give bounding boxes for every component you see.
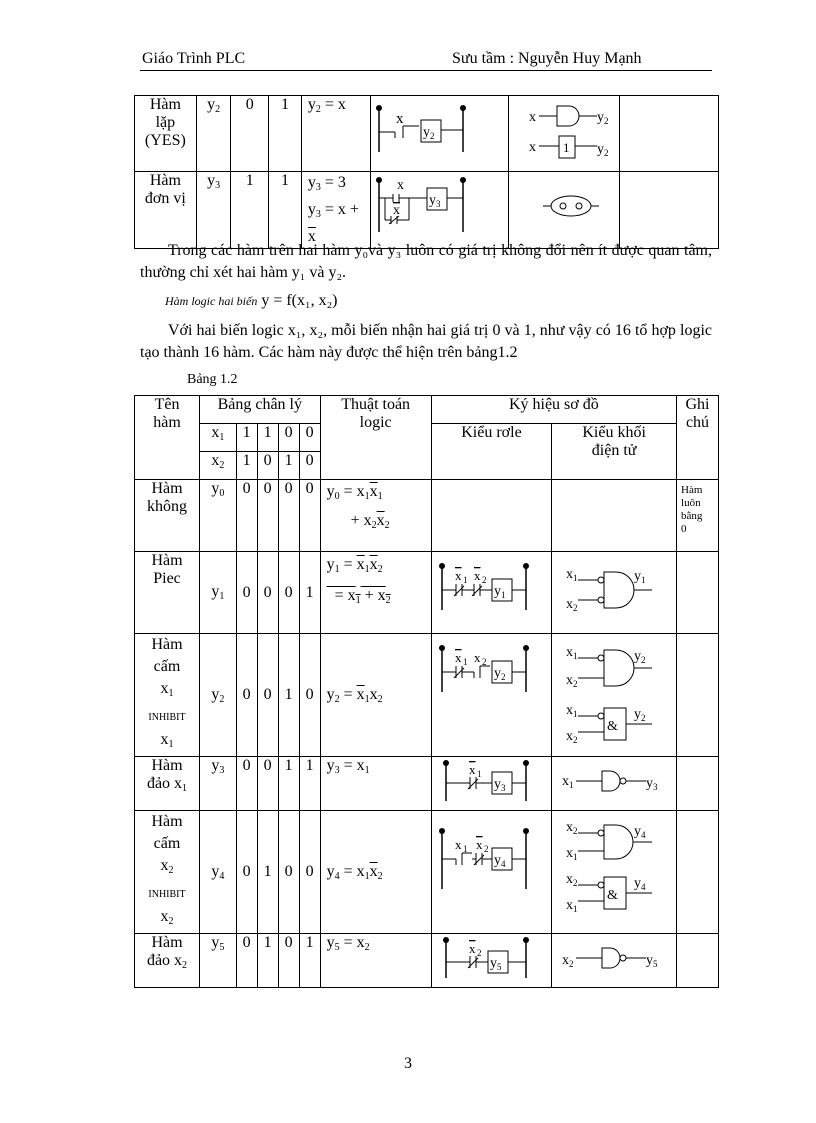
row-y4-v2: 1 [257,811,278,934]
para2-formula: y = f(x₁, x₂) [261,292,338,309]
row-unit-v2: 1 [269,172,302,249]
header-block: Kiểu khối điện tử [552,424,677,480]
row-y1-v2: 0 [257,552,278,634]
svg-text:x2: $x_2$ [566,872,578,888]
header-algo: Thuật toán logic [320,396,431,480]
row-y1-v1: 0 [236,552,257,634]
row-y3-expr: $y_3 = \overline{x}_1$ [320,757,431,811]
svg-text:1: 1 [462,657,468,667]
row-y0-y: $y_0$ [200,480,237,552]
row-y5-y: $y_5$ [200,934,237,988]
gate-diagram-y5 [552,934,670,982]
header-name: Tên hàm [135,396,200,480]
paragraph-1: Trong các hàm trên hai hàm y₀và y₃ luôn có giá trị không đổi nên ít được quan tâm, thường chỉ xét hai hàm y₁ và y₂. [140,242,712,281]
svg-text:1: 1 [476,769,482,779]
x1-v2: 1 [257,424,278,452]
svg-text:x1: $x_1$ [562,774,574,790]
row-y1-y: $y_1$ [200,552,237,634]
relay-diagram-y5 [432,934,546,982]
svg-text:y2: $y_2$ [493,666,506,682]
row-y2-v2: 0 [257,634,278,757]
svg-text:y1: $y_1$ [634,569,646,585]
relay-diagram-y4 [432,811,546,921]
svg-text:x1: $x_1$ [566,846,578,862]
svg-text:x2: $x_2$ [566,729,578,745]
svg-text:y2: $y_2$ [634,707,646,723]
row-y4-block [552,811,677,934]
relay-diagram-y3 [432,757,546,805]
gate-diagram-y2 [552,634,670,746]
row-unit-note [620,172,719,249]
svg-text:2: 2 [476,948,482,958]
row-y3-v2: 0 [257,757,278,811]
row-y0-name: Hàm không [135,480,200,552]
page-number: 3 [404,1055,412,1072]
x2-label: $x_2$ [200,452,237,480]
row-y4-v4: 0 [299,811,320,934]
page-header [140,50,712,71]
header-left: Giáo Trình PLC [142,50,246,67]
relay-diagram-y1 [432,552,546,628]
svg-text:y2: $y_2$ [597,110,609,126]
paragraph-2 [165,290,737,312]
row-y0-v2: 0 [257,480,278,552]
row-unit-expr: $y_3 = 3$ $y_3 = x + \overline{x}$ [301,172,370,249]
row-yes-note [620,96,719,172]
svg-text:2: 2 [481,657,487,667]
relay-diagram-y2 [432,634,546,746]
relay-diagram-yes [371,96,508,166]
row-yes-relay [371,96,509,172]
svg-text:x1: $x_1$ [566,703,578,719]
row-unit-name: Hàm đơn vị [135,172,197,249]
row-y3-note [677,757,719,811]
header-right: Sưu tầm : Nguyễn Huy Mạnh [452,50,642,67]
row-y1-v3: 0 [278,552,299,634]
svg-text:y5: $y_5$ [489,956,502,972]
row-y0-v3: 0 [278,480,299,552]
row-y0-block [552,480,677,552]
row-yes-name: Hàm lặp (YES) [135,96,197,172]
row-y4-v1: 0 [236,811,257,934]
svg-text:x: x [393,203,401,218]
row-yes-v2: 1 [269,96,302,172]
svg-text:y4: $y_4$ [493,853,506,869]
top-table [134,95,719,249]
row-y0-v4: 0 [299,480,320,552]
svg-text:y2: $y_2$ [597,142,609,158]
paragraph-3: Với hai biến logic x₁, x₂, mỗi biến nhận hai giá trị 0 và 1, như vậy có 16 tổ hợp logic tạo thành 16 hàm. Các hàm này được thể hiện trên bảng1.2 [140,322,712,361]
svg-text:y4: $y_4$ [634,824,646,840]
svg-text:1: 1 [462,844,468,854]
row-y1-name: Hàm Piec [135,552,200,634]
row-unit-y: $y_3$ [196,172,231,249]
row-y4-v3: 0 [278,811,299,934]
row-y3-v3: 1 [278,757,299,811]
svg-text:x: x [397,178,405,193]
svg-text:x: x [468,941,476,956]
header-truth: Bảng chân lý [200,396,321,424]
row-y4-y: $y_4$ [200,811,237,934]
header-symbol: Ký hiệu sơ đồ [431,396,676,424]
svg-text:y2: $y_2$ [634,649,646,665]
svg-text:x1: $x_1$ [566,567,578,583]
svg-text:y3: $y_3$ [493,777,506,793]
svg-text:x2: $x_2$ [566,673,578,689]
svg-text:x1: $x_1$ [566,898,578,914]
header-note: Ghi chú [677,396,719,480]
svg-text:1: 1 [462,575,468,585]
x2-v2: 0 [257,452,278,480]
row-unit-gates [509,172,620,249]
gate-diagram-y3 [552,757,670,805]
row-y1-expr: $y_1 = \overline{x}_1\overline{x}_2$ = $x_1 + x_2$ [320,552,431,634]
row-y1-relay [431,552,552,634]
x2-v1: 1 [236,452,257,480]
x2-v3: 1 [278,452,299,480]
row-y0-expr: $y_0 = x_1\overline{x}_1$ + $x_2\overline{x}_2$ [320,480,431,552]
row-y3-v1: 0 [236,757,257,811]
row-y3-y: $y_3$ [200,757,237,811]
row-y5-v2: 1 [257,934,278,988]
svg-text:x2: $x_2$ [566,597,578,613]
gate-diagram-y1 [552,552,670,628]
row-yes-gates [509,96,620,172]
row-yes-v1: 0 [231,96,269,172]
row-y1-v4: 1 [299,552,320,634]
svg-text:x: x [468,762,476,777]
table-caption: Bảng 1.2 [187,372,238,387]
row-y1-note [677,552,719,634]
row-y2-v1: 0 [236,634,257,757]
header-relay: Kiểu rơle [431,424,552,480]
svg-text:y4: $y_4$ [634,876,646,892]
svg-text:2: 2 [483,844,489,854]
svg-text:&: & [607,719,619,734]
row-y5-v1: 0 [236,934,257,988]
main-table [134,395,719,988]
svg-text:x: x [529,140,537,155]
x1-label: $x_1$ [200,424,237,452]
svg-text:x: x [454,837,462,852]
x2-v4: 0 [299,452,320,480]
row-yes-y: $y_2$ [196,96,231,172]
para2-label: Hàm logic hai biến [165,294,258,308]
row-y4-expr: $y_4 = x_1\overline{x}_2$ [320,811,431,934]
svg-text:y5: $y_5$ [646,953,658,969]
svg-text:y3: $y_3$ [646,776,658,792]
row-y2-name: Hàm cấm $x_1$ INHIBIT $x_1$ [135,634,200,757]
svg-text:x: x [454,568,462,583]
row-y4-name: Hàm cấm $x_2$ INHIBIT $x_2$ [135,811,200,934]
svg-text:2: 2 [481,575,487,585]
x1-v3: 0 [278,424,299,452]
row-y5-v3: 0 [278,934,299,988]
svg-text:y3: $y_3$ [429,193,441,209]
row-unit-relay [371,172,509,249]
relay-diagram-unit [371,172,508,238]
svg-text:x: x [529,110,537,125]
row-yes-expr: $y_2 = x$ [301,96,370,172]
svg-text:x: x [473,650,481,665]
row-y5-block [552,934,677,988]
row-y0-relay [431,480,552,552]
row-y2-v4: 0 [299,634,320,757]
svg-text:x1: $x_1$ [566,645,578,661]
svg-text:y1: $y_1$ [493,584,506,600]
x1-v4: 0 [299,424,320,452]
row-y5-v4: 1 [299,934,320,988]
row-y3-block [552,757,677,811]
row-y1-block [552,552,677,634]
row-y2-block [552,634,677,757]
svg-text:y2: $y_2$ [423,125,435,141]
row-unit-v1: 1 [231,172,269,249]
svg-text:x: x [454,650,462,665]
row-y5-relay [431,934,552,988]
row-y2-note [677,634,719,757]
row-y5-note [677,934,719,988]
gate-diagram-y4 [552,811,670,921]
row-y3-relay [431,757,552,811]
gate-diagram-unit [509,172,619,238]
row-y4-note [677,811,719,934]
row-y5-expr: $y_5 = \overline{x}_2$ [320,934,431,988]
row-y3-name: Hàm đảo $x_1$ [135,757,200,811]
svg-text:x: x [396,111,404,127]
row-y2-y: $y_2$ [200,634,237,757]
svg-text:x2: $x_2$ [562,953,574,969]
svg-text:1: 1 [563,140,570,155]
svg-text:x: x [473,568,481,583]
row-y2-expr: $y_2 = \overline{x}_1x_2$ [320,634,431,757]
row-y4-relay [431,811,552,934]
row-y0-v1: 0 [236,480,257,552]
row-y0-note: Hàm luôn bằng 0 [677,480,719,552]
row-y3-v4: 1 [299,757,320,811]
row-y5-name: Hàm đảo $x_2$ [135,934,200,988]
svg-text:x: x [475,837,483,852]
x1-v1: 1 [236,424,257,452]
svg-text:x2: $x_2$ [566,820,578,836]
svg-text:&: & [607,888,619,903]
row-y2-v3: 1 [278,634,299,757]
gate-diagram-yes [509,96,619,166]
row-y2-relay [431,634,552,757]
